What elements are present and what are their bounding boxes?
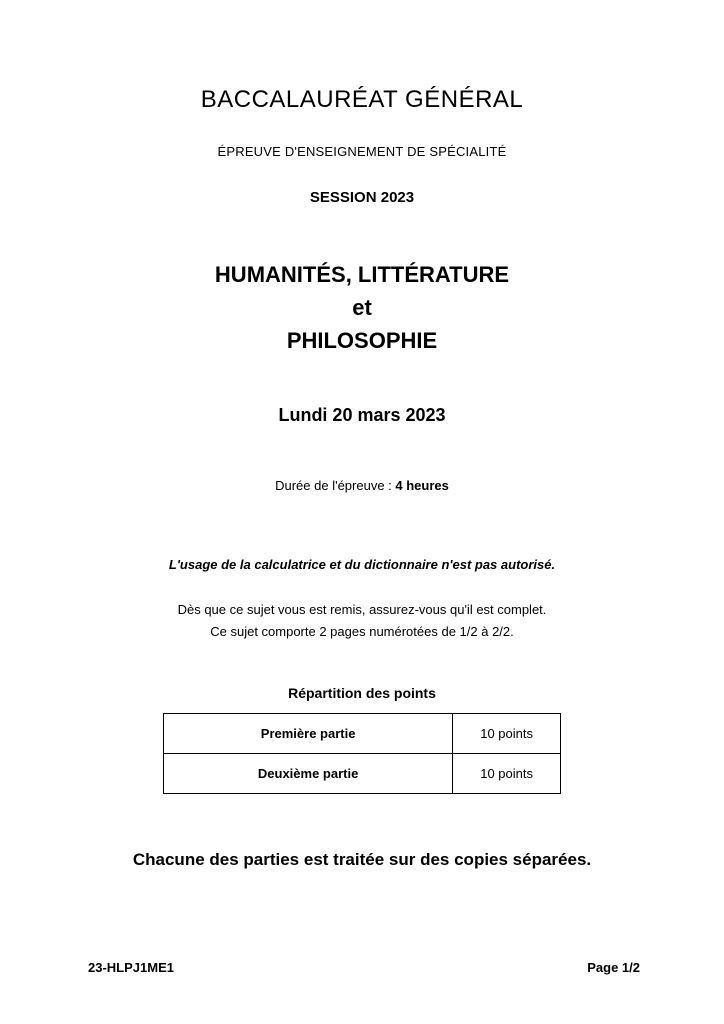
instruction-page-count: Ce sujet comporte 2 pages numérotées de 1/2 à 2/2. [210,624,514,639]
points-table [163,713,561,794]
session-label: SESSION 2023 [309,189,415,206]
part-2-label: Deuxième partie [164,754,453,794]
table-row [164,714,561,754]
duration-label: Durée de l'épreuve : [275,478,396,493]
table-row [164,754,561,794]
part-1-label: Première partie [164,714,453,754]
document-subtitle: ÉPREUVE D'ENSEIGNEMENT DE SPÉCIALITÉ [217,144,507,159]
page-number: Page 1/2 [587,960,640,975]
duration-line [0,478,724,493]
exam-date: Lundi 20 mars 2023 [278,405,446,425]
points-distribution-title: Répartition des points [288,685,436,701]
part-2-points: 10 points [453,754,561,794]
page-footer [88,960,640,975]
part-1-points: 10 points [453,714,561,754]
subject-line-2: et [352,295,372,320]
document-title: BACCALAURÉAT GÉNÉRAL [200,86,524,113]
duration-value: 4 heures [395,478,449,493]
subject-line-1: HUMANITÉS, LITTÉRATURE [214,262,510,287]
subject-title [0,258,724,357]
separate-copies-note: Chacune des parties est traitée sur des copies séparées. [132,850,592,869]
instruction-check-complete: Dès que ce sujet vous est remis, assurez-vous qu'il est complet. [177,602,547,617]
subject-line-3: PHILOSOPHIE [286,328,438,353]
calculator-notice: L'usage de la calculatrice et du dictionnaire n'est pas autorisé. [168,557,556,572]
document-reference: 23-HLPJ1ME1 [88,960,174,975]
